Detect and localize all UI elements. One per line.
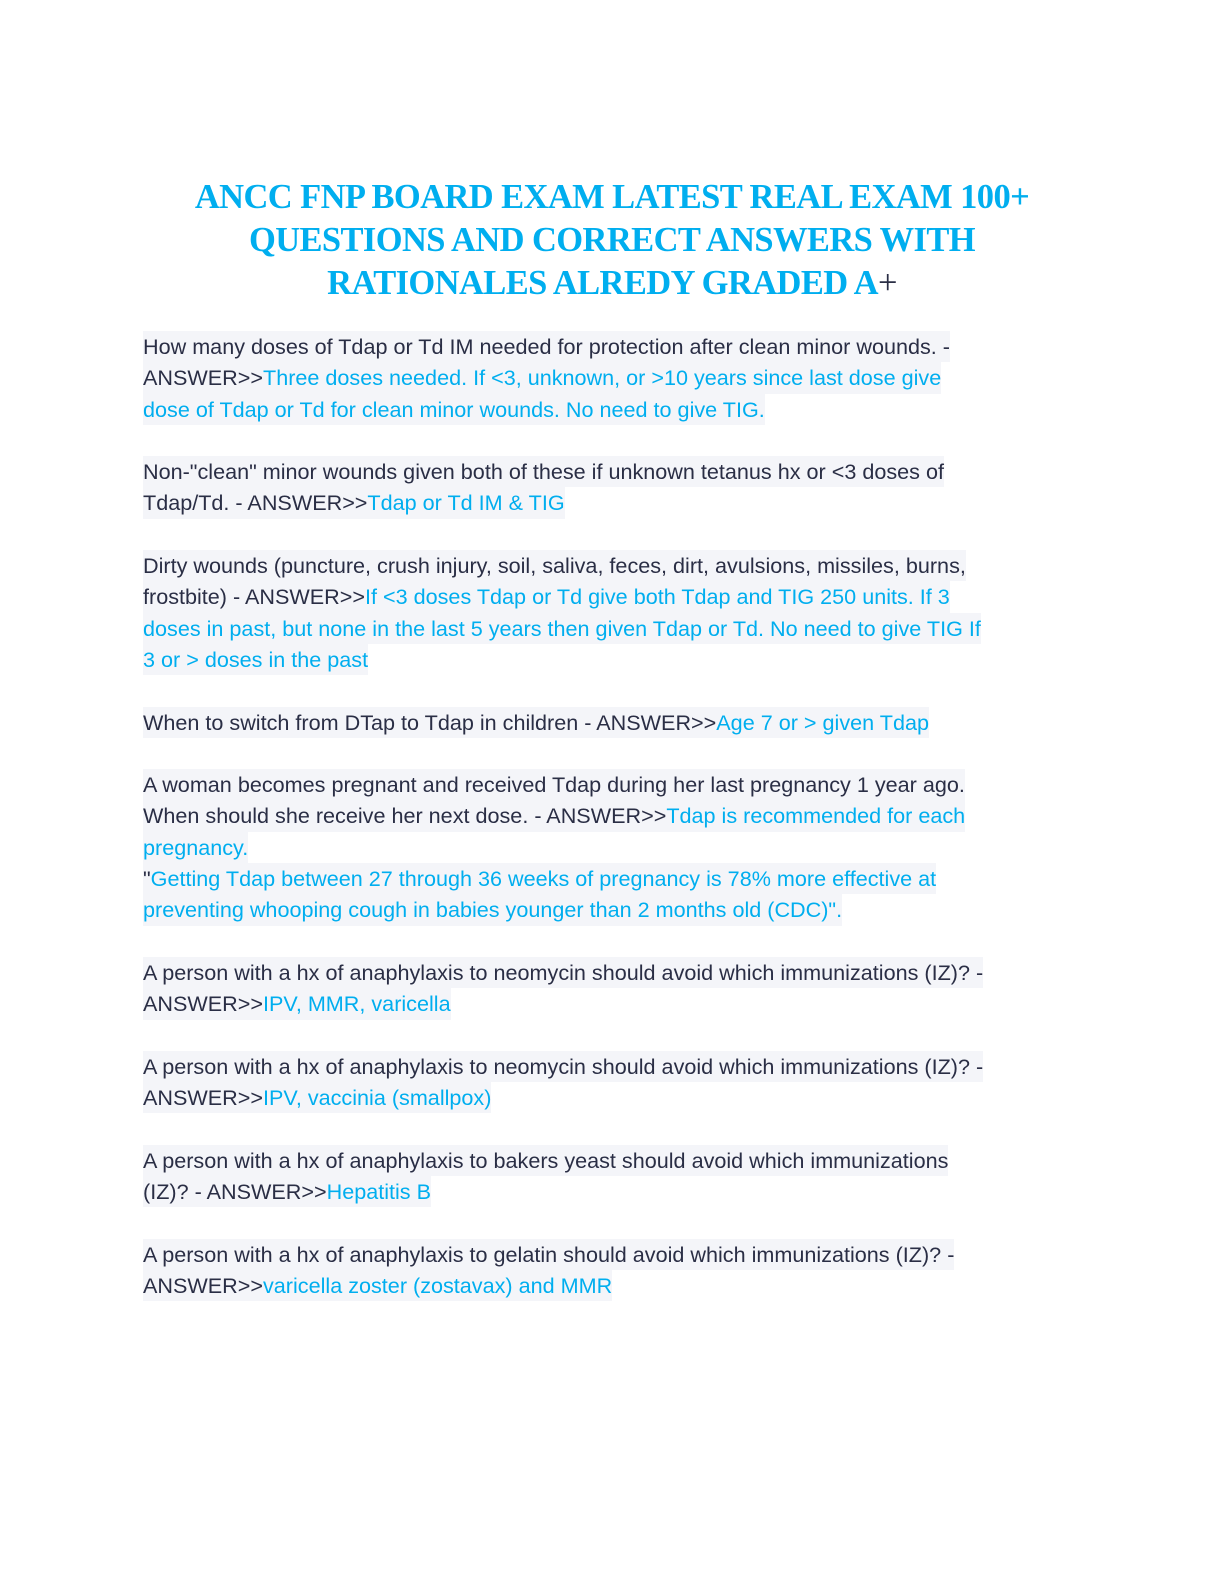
answer-text: IPV, MMR, varicella <box>263 991 451 1017</box>
qa-line <box>143 1270 1078 1301</box>
qa-item <box>143 707 1078 738</box>
answer-text: Tdap is recommended for each <box>666 803 966 829</box>
highlighted-line <box>143 550 966 581</box>
highlighted-line <box>143 1051 983 1082</box>
qa-line <box>143 644 1078 675</box>
title-line: QUESTIONS AND CORRECT ANSWERS WITH <box>248 221 976 259</box>
highlighted-line <box>143 1082 491 1113</box>
qa-line <box>143 1051 1078 1082</box>
title-line <box>100 262 1124 305</box>
highlighted-line <box>143 1145 948 1176</box>
highlighted-line <box>143 894 842 925</box>
qa-line <box>143 707 1078 738</box>
qa-line <box>143 1239 1078 1270</box>
qa-line <box>143 1176 1078 1207</box>
qa-line <box>143 800 1078 831</box>
title-line-text: RATIONALES ALREDY GRADED A <box>327 264 878 302</box>
qa-line <box>143 487 1078 518</box>
answer-text: Getting Tdap between 27 through 36 weeks of pregnancy is 78% more effective at <box>150 866 937 892</box>
highlighted-line <box>143 456 944 487</box>
qa-line <box>143 394 1078 425</box>
highlighted-line <box>143 613 981 644</box>
highlighted-line <box>143 1270 612 1301</box>
question-text: ANSWER>> <box>143 991 263 1017</box>
qa-line <box>143 1082 1078 1113</box>
answer-text: pregnancy. <box>143 834 249 860</box>
qa-item <box>143 331 1078 425</box>
answer-text: dose of Tdap or Td for clean minor wounds. No need to give TIG. <box>143 396 765 422</box>
highlighted-line <box>143 769 965 800</box>
qa-item <box>143 456 1078 519</box>
question-text: Non-"clean" minor wounds given both of these if unknown tetanus hx or <3 doses of <box>143 459 944 485</box>
answer-text: If <3 doses Tdap or Td give both Tdap and TIG 250 units. If 3 <box>365 584 950 610</box>
answer-text: doses in past, but none in the last 5 years then given Tdap or Td. No need to give TIG If <box>143 615 981 641</box>
highlighted-line <box>143 957 983 988</box>
question-text: Tdap/Td. - ANSWER>> <box>143 490 368 516</box>
answer-text: 3 or > doses in the past <box>143 646 369 672</box>
question-text: A woman becomes pregnant and received Tdap during her last pregnancy 1 year ago. <box>143 772 965 798</box>
qa-line <box>143 581 1078 612</box>
title-line: ANCC FNP BOARD EXAM LATEST REAL EXAM 100+ <box>194 178 1030 216</box>
qa-line <box>143 613 1078 644</box>
qa-line <box>143 1145 1078 1176</box>
question-text: ANSWER>> <box>143 1085 263 1111</box>
qa-item <box>143 550 1078 675</box>
qa-line <box>143 456 1078 487</box>
qa-item <box>143 957 1078 1020</box>
qa-item <box>143 1145 1078 1208</box>
question-text: " <box>143 866 151 892</box>
question-text: A person with a hx of anaphylaxis to gelatin should avoid which immunizations (IZ)? - <box>143 1241 955 1267</box>
answer-text: Three doses needed. If <3, unknown, or >10 years since last dose give <box>263 365 942 391</box>
question-text: A person with a hx of anaphylaxis to bakers yeast should avoid which immunizations <box>143 1147 949 1173</box>
qa-line <box>143 988 1078 1019</box>
question-text: Dirty wounds (puncture, crush injury, soil, saliva, feces, dirt, avulsions, missiles, burns, <box>143 553 966 579</box>
qa-line <box>143 832 1078 863</box>
highlighted-line <box>143 832 248 863</box>
answer-text: varicella zoster (zostavax) and MMR <box>263 1272 613 1298</box>
question-text: How many doses of Tdap or Td IM needed for protection after clean minor wounds. - <box>143 334 950 359</box>
qa-item <box>143 1051 1078 1114</box>
document-title <box>100 176 1124 305</box>
qa-line <box>143 863 1078 894</box>
answer-text: Age 7 or > given Tdap <box>716 709 929 735</box>
highlighted-line <box>143 331 950 362</box>
highlighted-line <box>143 644 368 675</box>
highlighted-line <box>143 1239 954 1270</box>
qa-line <box>143 331 1078 362</box>
qa-line <box>143 769 1078 800</box>
highlighted-line <box>143 863 936 894</box>
qa-list <box>143 331 1078 1333</box>
question-text: frostbite) - ANSWER>> <box>143 584 365 610</box>
question-text: ANSWER>> <box>143 365 263 391</box>
qa-line <box>143 362 1078 393</box>
highlighted-line <box>143 581 950 612</box>
question-text: (IZ)? - ANSWER>> <box>143 1179 327 1205</box>
qa-line <box>143 957 1078 988</box>
highlighted-line <box>143 362 941 393</box>
qa-item <box>143 1239 1078 1302</box>
qa-line <box>143 894 1078 925</box>
qa-line <box>143 550 1078 581</box>
answer-text: Hepatitis B <box>326 1179 432 1205</box>
question-text: When to switch from DTap to Tdap in children - ANSWER>> <box>143 709 717 735</box>
answer-text: Tdap or Td IM & TIG <box>367 490 565 516</box>
question-text: When should she receive her next dose. - ANSWER>> <box>143 803 667 829</box>
question-text: A person with a hx of anaphylaxis to neomycin should avoid which immunizations (IZ)? - <box>143 1053 984 1079</box>
question-text: ANSWER>> <box>143 1272 263 1298</box>
answer-text: IPV, vaccinia (smallpox) <box>263 1085 492 1111</box>
highlighted-line <box>143 1176 431 1207</box>
highlighted-line <box>143 988 451 1019</box>
highlighted-line <box>143 800 965 831</box>
qa-item <box>143 769 1078 925</box>
question-text: A person with a hx of anaphylaxis to neomycin should avoid which immunizations (IZ)? - <box>143 959 984 985</box>
highlighted-line <box>143 487 565 518</box>
title-plus: + <box>878 264 897 302</box>
answer-text: preventing whooping cough in babies younger than 2 months old (CDC)". <box>143 897 843 923</box>
highlighted-line <box>143 394 765 425</box>
highlighted-line <box>143 707 929 738</box>
